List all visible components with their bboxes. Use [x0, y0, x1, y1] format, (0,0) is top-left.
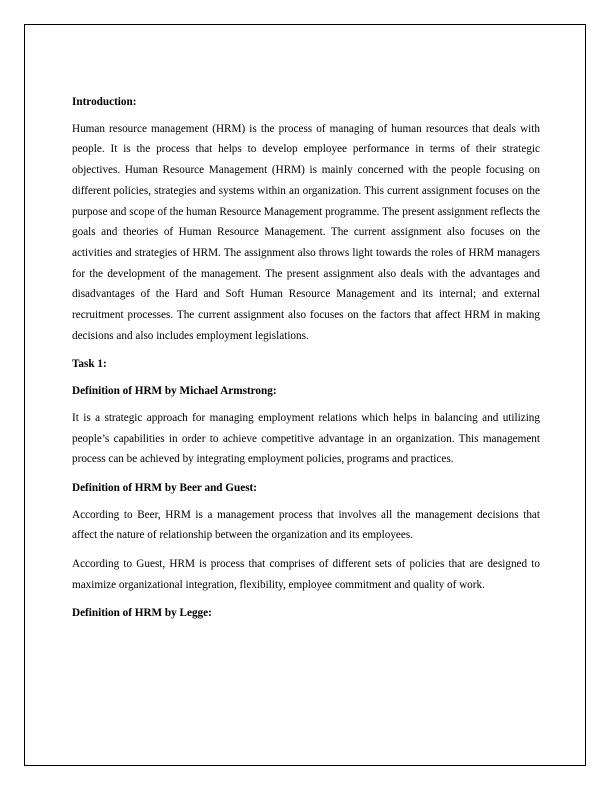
section-heading: Definition of HRM by Michael Armstrong:	[72, 385, 277, 398]
paragraph: Human resource management (HRM) is the process of managing of human resources that deals with people. It is the process that helps to develop employee performance in terms of their strategic objectives. Human Resource Management (HRM) is mainly concerned with the people focusing on different policies, strategies and systems within an organization. This current assignment focuses on the purpose and scope of the human Resource Management programme. The present assignment reflects the goals and theories of Human Resource Management. The current assignment also focuses on the activities and strategies of HRM. The assignment also throws light towards the roles of HRM managers for the development of the management. The present assignment also deals with the advantages and disadvantages of the Hard and Soft Human Resource Management and its internal; and external recruitment processes. The current assignment also focuses on the factors that affect HRM in making decisions and also includes employment legislations.	[72, 122, 540, 342]
section-beer-guest-definition	[72, 478, 540, 596]
section-introduction	[72, 92, 540, 346]
paragraph: According to Guest, HRM is process that comprises of different sets of policies that are designed to maximize organizational integration, flexibility, employee commitment and quality of work.	[72, 558, 540, 591]
section-heading: Introduction:	[72, 96, 137, 108]
document-body	[72, 92, 540, 630]
paragraph: It is a strategic approach for managing employment relations which helps in balancing and utilizing people’s capabilities in order to achieve competitive advantage in an organization. This management process can be achieved by integrating employment policies, programs and practices.	[72, 411, 540, 466]
section-heading: Task 1:	[72, 358, 107, 371]
section-armstrong-definition	[72, 381, 540, 470]
paragraph: According to Beer, HRM is a management process that involves all the management decisions that affect the nature of relationship between the organization and its employees.	[72, 508, 540, 542]
section-task-1	[72, 354, 540, 375]
section-heading: Definition of HRM by Legge:	[72, 607, 212, 620]
section-legge-definition	[72, 603, 540, 624]
section-heading: Definition of HRM by Beer and Guest:	[72, 481, 258, 494]
